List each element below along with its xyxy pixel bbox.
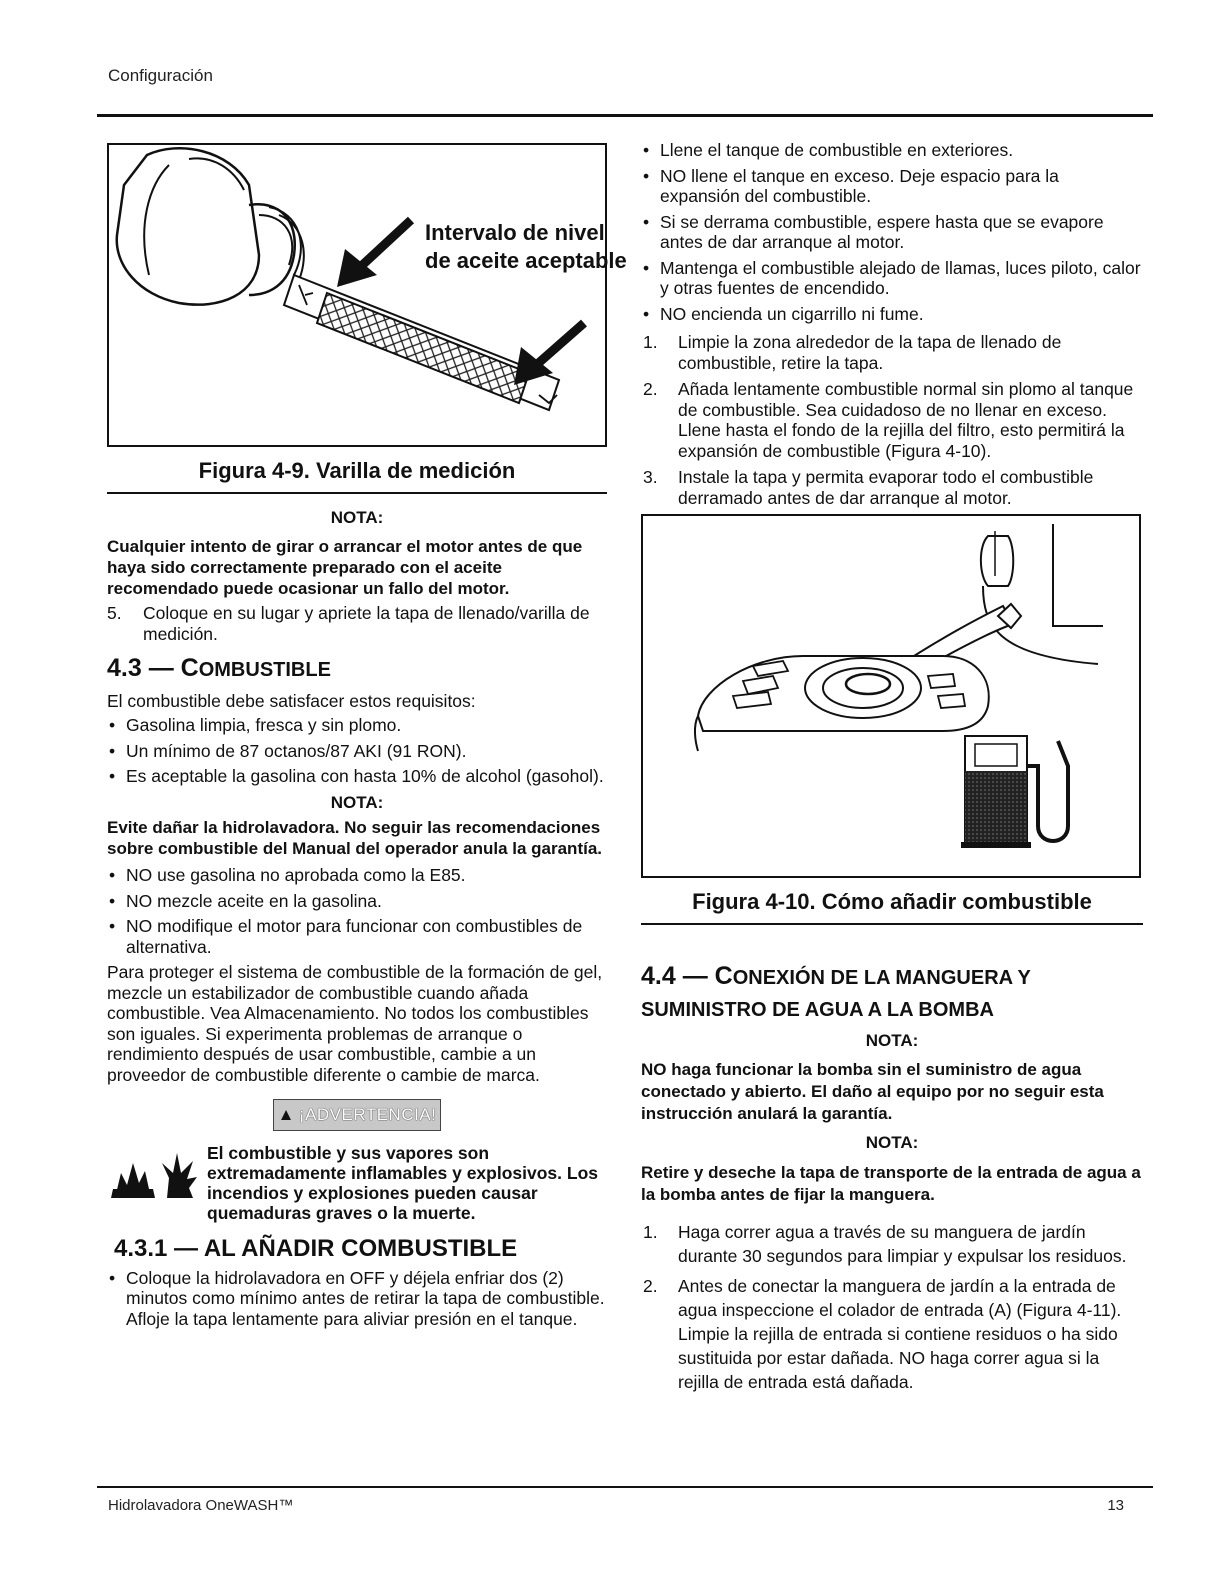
list-item: [641, 379, 1143, 461]
nota-text: NO haga funcionar la bomba sin el suministro de agua conectado y abierto. El daño al equipo por no seguir esta instrucción anulará la garantía.: [641, 1060, 1104, 1123]
list-item: [641, 1274, 1143, 1394]
step-number: 1.: [643, 1221, 658, 1242]
section-number: 4.3 —: [107, 654, 181, 682]
list-item: • NO use gasolina no aprobada como la E85.: [107, 865, 607, 886]
safety-list: [641, 140, 1143, 324]
nota-text: Retire y deseche la tapa de transporte de la entrada de agua a la bomba antes de fijar la manguera.: [641, 1162, 1141, 1204]
list-item: [641, 1220, 1143, 1268]
left-column: [107, 143, 627, 1334]
list-item: • Si se derrama combustible, espere hasta que se evapore antes de dar arranque al motor.: [641, 212, 1143, 253]
section-cap: C: [180, 654, 199, 682]
section-heading-4-3-1: 4.3.1 — AL AÑADIR COMBUSTIBLE: [114, 1235, 518, 1262]
nota-title: NOTA:: [330, 792, 384, 812]
figure-adding-fuel: [641, 514, 1141, 878]
nota-text: Evite dañar la hidrolavadora. No seguir las recomendaciones sobre combustible del Manual del operador anula la garantía.: [107, 818, 603, 858]
step-number: 1.: [643, 332, 658, 352]
list-item: • Llene el tanque de combustible en exteriores.: [641, 140, 1143, 161]
dipstick-illustration: [109, 145, 627, 445]
list-item: • NO modifique el motor para funcionar con combustibles de alternativa.: [107, 916, 607, 957]
footer-product: Hidrolavadora OneWASH™: [108, 1497, 294, 1514]
hose-steps: [641, 1220, 1143, 1394]
donts-list: [107, 865, 607, 957]
nota-title: NOTA:: [865, 1030, 919, 1050]
list-item: • Coloque la hidrolavadora en OFF y déjela enfriar dos (2) minutos como mínimo antes de retirar la tapa de combustible. Afloje la tapa lentamente para aliviar presión en el tanque.: [107, 1268, 607, 1330]
section-heading-4-4: [641, 961, 1143, 1025]
step-text: Coloque en su lugar y apriete la tapa de llenado/varilla de medición.: [143, 603, 590, 644]
figure-label-line2: de aceite aceptable: [425, 248, 627, 273]
list-item: [641, 467, 1143, 508]
figure-label-line1: Intervalo de nivel: [425, 220, 605, 245]
adding-fuel-illustration: [643, 516, 1139, 876]
warning-label: ¡ADVERTENCIA!: [298, 1104, 437, 1124]
list-item: [641, 332, 1143, 373]
list-item: [107, 603, 607, 644]
warning-row: [107, 1143, 607, 1223]
header-section: Configuración: [108, 66, 213, 85]
section-cap: C: [714, 961, 733, 990]
step-text: Limpie la zona alrededor de la tapa de llenado de combustible, retire la tapa.: [678, 332, 1062, 373]
fuel-paragraph: Para proteger el sistema de combustible de la formación de gel, mezcle un estabilizador de combustible cuando añada combustible. Vea Almacenamiento. No todos los combustibles son iguales. Si experimenta problemas de arranque o rendimiento después de usar combustible, cambie a un proveedor de combustible diferente o cambie de marca.: [107, 962, 603, 1085]
step-number: 5.: [107, 603, 122, 623]
section-number: 4.4 —: [641, 961, 715, 990]
list-item: • Gasolina limpia, fresca y sin plomo.: [107, 715, 607, 736]
fill-steps: [641, 332, 1143, 508]
warning-badge: [273, 1099, 441, 1131]
step-text: Instale la tapa y permita evaporar todo el combustible derramado antes de dar arranque al motor.: [678, 467, 1094, 508]
requirements-list: [107, 715, 607, 787]
figure-caption: Figura 4-10. Cómo añadir combustible: [641, 878, 1143, 925]
section-heading-4-3: [107, 654, 607, 682]
step-number: 3.: [643, 467, 658, 487]
list-item: • NO encienda un cigarrillo ni fume.: [641, 304, 1143, 325]
intro-text: El combustible debe satisfacer estos requisitos:: [107, 690, 476, 711]
list-item: • Es aceptable la gasolina con hasta 10% de alcohol (gasohol).: [107, 766, 607, 787]
nota-text: Cualquier intento de girar o arrancar el motor antes de que haya sido correctamente preparado con el aceite recomendado puede ocasionar un fallo del motor.: [107, 537, 583, 598]
nota-title: NOTA:: [330, 507, 384, 527]
section-rest: ONEXIÓN DE LA MANGUERA Y: [732, 966, 1031, 989]
figure-caption: Figura 4-9. Varilla de medición: [107, 447, 607, 494]
step-list: [107, 603, 607, 644]
step-text: Añada lentamente combustible normal sin plomo al tanque de combustible. Sea cuidadoso de no llenar en exceso. Llene hasta el fondo de la rejilla del filtro, esto permitirá la expansión de combustible (Figura 4-10).: [678, 379, 1134, 461]
nota-title: NOTA:: [865, 1133, 919, 1152]
step-text: Haga correr agua a través de su manguera de jardín durante 30 segundos para limpiar y expulsar los residuos.: [678, 1221, 1127, 1266]
step-text: Antes de conectar la manguera de jardín a la entrada de agua inspeccione el colador de entrada (A) (Figura 4-11). Limpie la rejilla de entrada si contiene residuos o ha sido sustituida por estar dañada. NO haga correr agua si la rejilla de entrada está dañada.: [678, 1275, 1122, 1392]
footer-rule: [97, 1486, 1153, 1488]
list-item: • NO llene el tanque en exceso. Deje espacio para la expansión del combustible.: [641, 166, 1143, 207]
section-line2: SUMINISTRO DE AGUA A LA BOMBA: [641, 998, 994, 1021]
section-rest: OMBUSTIBLE: [198, 659, 331, 681]
step-number: 2.: [643, 379, 658, 399]
right-column: [641, 140, 1143, 1400]
step-number: 2.: [643, 1275, 658, 1296]
list-item: • Un mínimo de 87 octanos/87 AKI (91 RON).: [107, 741, 607, 762]
adding-list: [107, 1268, 607, 1330]
warning-text: El combustible y sus vapores son extremadamente inflamables y explosivos. Los incendios y explosiones pueden causar quemaduras graves o la muerte.: [207, 1143, 598, 1223]
list-item: • NO mezcle aceite en la gasolina.: [107, 891, 607, 912]
figure-dipstick: [107, 143, 627, 447]
fire-explosion-icon: [107, 1143, 207, 1203]
page-number: 13: [1107, 1497, 1124, 1514]
list-item: • Mantenga el combustible alejado de llamas, luces piloto, calor y otras fuentes de encendido.: [641, 258, 1143, 299]
header-rule: [97, 114, 1153, 117]
warning-triangle-icon: ▲: [277, 1104, 295, 1124]
